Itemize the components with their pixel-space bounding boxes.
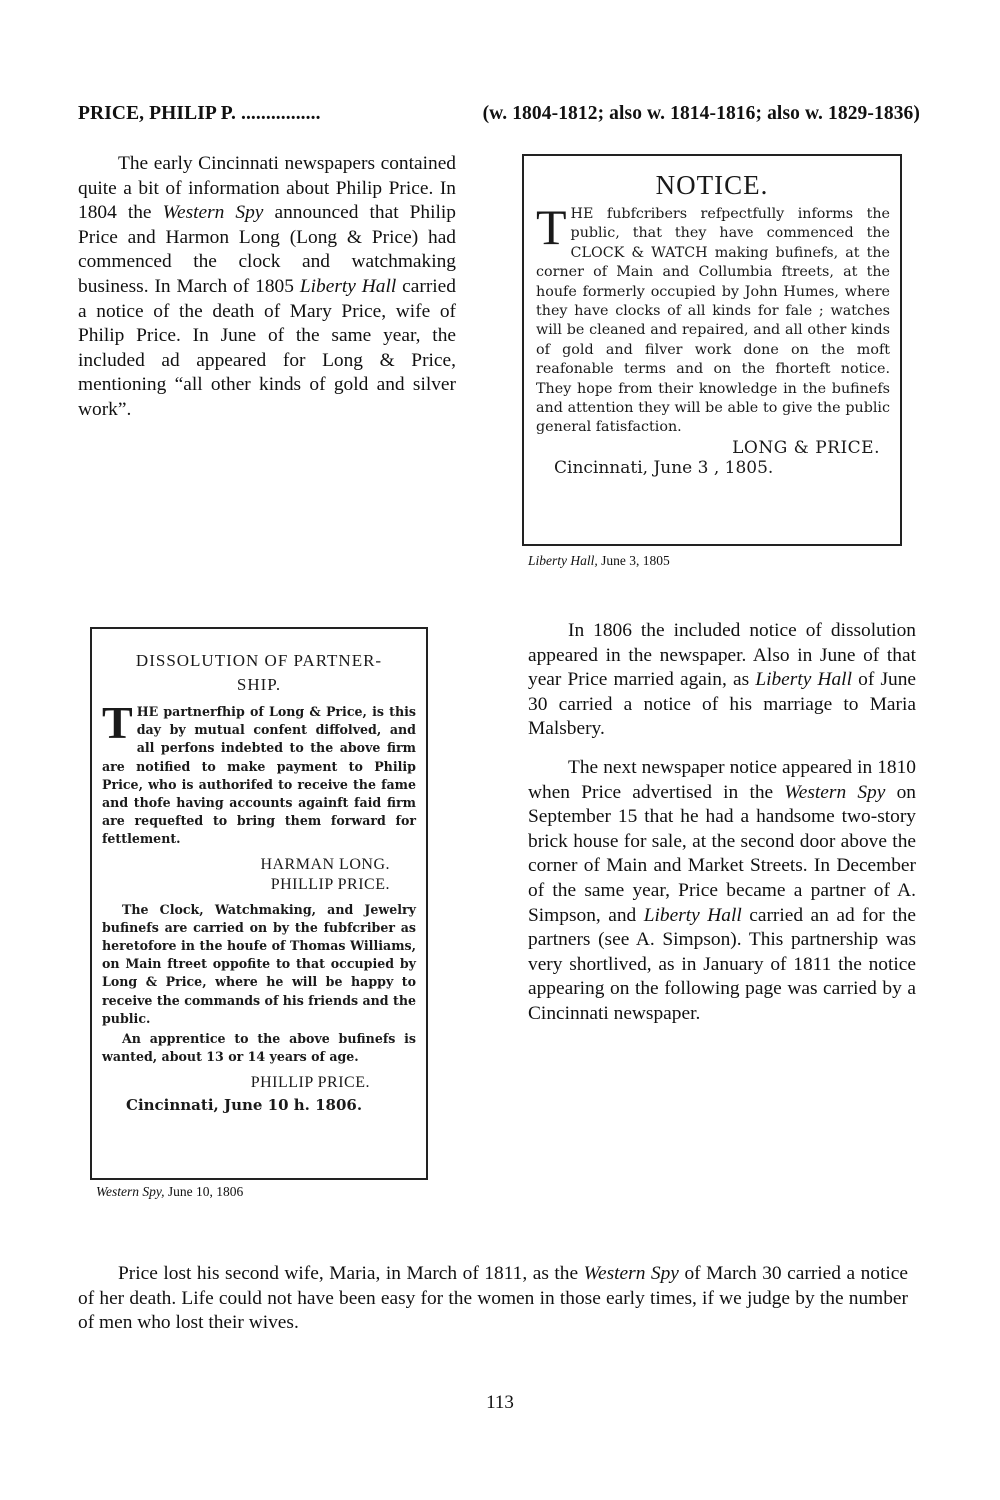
signature-harman-long: HARMAN LONG. (260, 855, 390, 873)
closing-text-2: of March 30 carried a notice of her death. Life could not have been easy for the women in those early times, if we judge by the number of men who lost their wives. (78, 1263, 908, 1334)
right-em-western-spy: Western Spy (784, 781, 886, 803)
right-paragraph-1 (528, 619, 916, 742)
entry-header (78, 103, 920, 125)
intro-paragraph (78, 152, 456, 423)
dissolution-body-3: An apprentice to the above bufinefs is wanted, about 13 or 14 years of age. (102, 1031, 416, 1065)
dissolution-body (102, 697, 416, 849)
intro-text-1: The early Cincinnati newspapers contained quite a bit of information about Philip Price. In 1804 the (78, 153, 456, 224)
notice-signature: LONG & PRICE. (732, 437, 880, 458)
right-text-4: on September 15 that he had a handsome two-story brick house for sale, at the second door above the corner of Main and Market Streets. In December of the same year, Price became a partner of A. Simpson, and (528, 781, 916, 926)
dissolution-notice (90, 627, 428, 1180)
intro-text-3: carried a notice of the death of Mary Price, wife of Philip Price. In June of the same year, the included ad appeared for Long & Price, mentioning “all other kinds of gold and silver work”. (78, 275, 456, 420)
dissolution-caption (96, 1184, 243, 1200)
dissolution-title-line2: SHIP. (236, 675, 282, 694)
notice-long-price-ad (522, 154, 902, 546)
notice-caption (528, 553, 670, 569)
closing-paragraph (78, 1262, 908, 1336)
right-text-2: of June 30 carried a notice of his marriage to Maria Malsbery. (528, 669, 916, 740)
caption-source: Liberty Hall, (528, 553, 598, 568)
signature-phillip-price: PHILLIP PRICE. (270, 875, 390, 893)
page-number: 113 (486, 1392, 514, 1413)
entry-name: PRICE, PHILIP P. ................ (78, 103, 321, 124)
intro-em-liberty-hall: Liberty Hall (299, 275, 397, 297)
notice-body (536, 199, 890, 438)
dissolution-body-text: HE partnerfhip of Long & Price, is this day by mutual confent diffolved, and all perfons indebted to the above firm are notified to make payment to Philip Price, who is authorifed to receive the fame and thofe having accounts againft faid firm are requefted to bring them forward for fettlement. (102, 704, 416, 847)
dissolution-body-2: The Clock, Watchmaking, and Jewelry bufinefs are carried on by the fubfcriber as heretofore in the houfe of Thomas Williams, on Main ftreet oppofite to that occupied by Long & Price, where he will be happy to receive the commands of his friends and the public. (102, 901, 416, 1026)
dissolution-title (92, 649, 426, 697)
dissolution-dropcap: T (102, 697, 133, 748)
notice-dropcap: T (536, 199, 567, 255)
closing-em-western-spy: Western Spy (583, 1263, 679, 1284)
right-em-liberty-hall: Liberty Hall (755, 669, 852, 691)
right-text-5: carried an ad for the partners (see A. Simpson). This partnership was very shortlived, as in January of 1811 the notice appearing on the following page was carried by a Cincinnati newspaper. (528, 904, 916, 1024)
entry-dates: (w. 1804-1812; also w. 1814-1816; also w. 1829-1836) (482, 103, 920, 124)
right-paragraph-2 (528, 756, 916, 1027)
closing-text-1: Price lost his second wife, Maria, in March of 1811, as the (118, 1263, 579, 1284)
notice-body-text: HE fubfcribers refpectfully informs the public, that they have commenced the CLOCK & WATCH making bufinefs, at the corner of Main and Collumbia ftreets, at the houfe formerly occupied by John Humes, where they have clocks of all kinds for fale ; watches will be cleaned and repaired, and all other kinds of gold and filver work done on the moft reafonable terms and on the fhorteft notice. They hope from their knowledge in the bufinefs and attention they will be able to give the public general fatisfaction. (536, 206, 890, 436)
caption-date-2: June 10, 1806 (164, 1184, 244, 1199)
intro-text-2: announced that Philip Price and Harmon Long (Long & Price) had commenced the clock and watchmaking business. In March of 1805 (78, 202, 456, 297)
dissolution-final-signature: PHILLIP PRICE. (250, 1074, 370, 1092)
right-column (528, 619, 916, 1027)
right-em-liberty-hall-2: Liberty Hall (643, 904, 742, 926)
caption-source-2: Western Spy, (96, 1184, 165, 1199)
caption-date: June 3, 1805 (597, 553, 670, 568)
intro-em-western-spy: Western Spy (162, 202, 264, 224)
dissolution-place-date: Cincinnati, June 10 h. 1806. (126, 1096, 363, 1115)
dissolution-signatures (92, 855, 390, 895)
right-text-3: The next newspaper notice appeared in 1810 when Price advertised in the (528, 756, 916, 803)
dissolution-title-line1: DISSOLUTION OF PARTNER- (135, 651, 383, 670)
notice-title: NOTICE. (655, 170, 769, 200)
notice-place-date: Cincinnati, June 3 , 1805. (554, 457, 774, 478)
right-text-1: In 1806 the included notice of dissolution appeared in the newspaper. Also in June of that year Price married again, as (528, 620, 916, 691)
